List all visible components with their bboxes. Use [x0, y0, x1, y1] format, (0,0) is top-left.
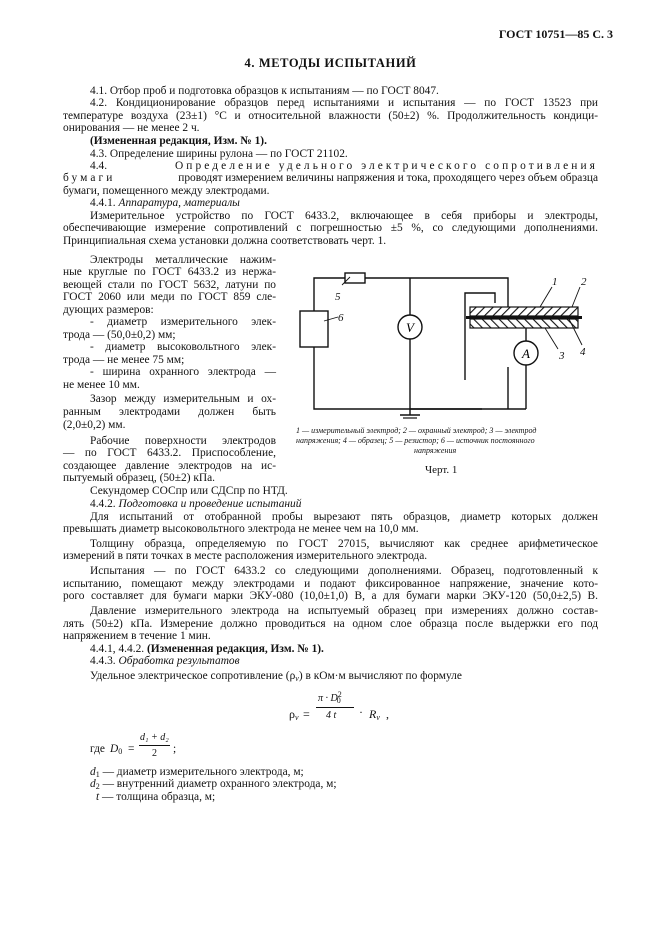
para-4-2-line2: температуре воздуха (23±1) °С и относительной влажности (50±2) %. Продолжительность кондици-	[63, 110, 598, 122]
device-line3: Принципиальная схема установки должна соответствовать черт. 1.	[63, 235, 387, 247]
formula-rho: ρ	[289, 707, 295, 721]
d0-sub: 0	[118, 747, 123, 756]
measuring-electrode	[470, 307, 578, 316]
surfaces-line: создающее давление электродов на ис-	[63, 460, 276, 472]
calc-intro-sub: v	[295, 674, 299, 683]
figure-caption-line1: 1 — измерительный электрод; 2 — охранный электрод; 3 — электрод	[296, 426, 537, 435]
amendment-note-1: (Измененная редакция, Изм. № 1).	[90, 135, 267, 147]
device-line1: Измерительное устройство по ГОСТ 6433.2, включающее в себя приборы и электроды,	[90, 210, 598, 222]
definition-t	[96, 791, 215, 804]
formula-r-sub: v	[376, 713, 380, 722]
stopwatch: Секундомер СОСпр или СДСпр по НТД.	[90, 485, 288, 497]
definition-sub: 1	[95, 770, 100, 779]
formula-rho-sub: v	[295, 713, 299, 722]
label-1: 1	[552, 276, 558, 288]
para-4-4-line3: бумаги, помещенного между электродами.	[63, 185, 270, 197]
gap-line: Зазор между измерительным и ох-	[90, 393, 276, 405]
para-4-3: 4.3. Определение ширины рулона — по ГОСТ 21102.	[90, 148, 348, 160]
prep-line2: превышать диаметр высоковольтного электрода не менее чем на 10,0 мм.	[63, 523, 419, 535]
formula-num-text: π · D	[318, 693, 338, 704]
formula-num-sub: 0	[336, 696, 341, 705]
subsection-4-4-1	[90, 197, 240, 210]
electrodes-line: веющей стали по ГОСТ 5632, латуни по	[63, 279, 276, 291]
label-6: 6	[338, 312, 344, 324]
d0-denominator: 2	[152, 748, 157, 759]
calc-intro-post: ) в кОм·м вычисляют по формуле	[298, 670, 462, 682]
section-title: 4. МЕТОДЫ ИСПЫТАНИЙ	[244, 56, 417, 70]
d0-fraction-bar	[139, 745, 170, 746]
prep-line1: Для испытаний от отобранной пробы вырезают пять образцов, диаметр которых должен	[90, 511, 598, 523]
figure-caption-line3: напряжения	[414, 446, 457, 455]
figure-title: Черт. 1	[425, 464, 458, 476]
para-4-4-spaced-title: Определение удельного электрического сопротивления	[174, 160, 598, 172]
subsection-4-4-3-num: 4.4.3.	[90, 655, 116, 667]
electrodes-line: дующих размеров:	[63, 304, 154, 316]
electrodes-line: - ширина охранного электрода —	[90, 366, 276, 378]
electrodes-line: трода — (50,0±0,2) мм;	[63, 329, 176, 341]
surfaces-line: — по ГОСТ 6433.2. Приспособление,	[63, 447, 276, 459]
definition-d2	[90, 778, 337, 791]
amendment-note-2-num: 4.4.1, 4.4.2.	[90, 643, 145, 655]
d0-numerator: d₁ + d₂	[140, 732, 169, 743]
para-4-1: 4.1. Отбор проб и подготовка образцов к испытаниям — по ГОСТ 8047.	[90, 85, 439, 97]
surfaces-line: пытуемый образец, (50±2) кПа.	[63, 472, 216, 484]
d0-symbol: D	[110, 743, 119, 755]
dc-source	[300, 311, 328, 347]
surfaces-line: Рабочие поверхности электродов	[90, 435, 276, 447]
tests-line2: испытанию, помещают между электродами и подают фиксированное напряжение, значение кото-	[63, 578, 598, 590]
resistor	[345, 273, 365, 283]
formula-eq: =	[303, 707, 310, 721]
formula-mul: ·	[359, 705, 363, 719]
electrodes-line: Электроды металлические нажим-	[90, 254, 276, 266]
label-3: 3	[559, 350, 565, 362]
formula-numerator	[318, 692, 341, 705]
para-4-2-line3: онирования — не менее 2 ч.	[63, 122, 200, 134]
electrodes-line: ные круглые по ГОСТ 6433.2 из нержа-	[63, 266, 276, 278]
voltage-electrode	[470, 319, 578, 328]
gap-line: ранным электродами должен быть	[63, 406, 276, 418]
definition-symbol: d	[90, 778, 96, 790]
electrodes-line: трода — не менее 75 мм;	[63, 354, 185, 366]
amendment-note-2-text: (Измененная редакция, Изм. № 1).	[146, 643, 324, 655]
para-4-4-spaced-word: бумаги	[63, 172, 116, 184]
formula-num-sup: 2	[337, 690, 342, 699]
pressure-line3: напряжением в течение 1 мин.	[63, 630, 211, 642]
label-5: 5	[335, 291, 341, 303]
subsection-4-4-1-title: Аппаратура, материалы	[118, 197, 240, 209]
formula-r: R	[369, 707, 377, 721]
where-word: где	[90, 743, 105, 755]
label-4: 4	[580, 346, 586, 358]
tests-line1: Испытания — по ГОСТ 6433.2 со следующими дополнениями. Образец, подготовленный к	[90, 565, 598, 577]
tests-line3: рого составляет для бумаги марки ЭКУ-080 (10,0±1,0) В, а для бумаги марки ЭКУ-120 (50,0±2,5) В.	[63, 590, 598, 602]
calc-intro	[90, 670, 462, 683]
electrodes-line: - диаметр высоковольтного элек-	[90, 341, 276, 353]
ammeter-symbol: A	[522, 346, 530, 361]
thick-line2: измерений в пяти точках в месте расположения измерительного электрода.	[63, 550, 428, 562]
definition-symbol: t	[96, 791, 100, 803]
wire-left	[314, 347, 482, 409]
para-4-2-line1: 4.2. Кондиционирование образцов перед испытаниями и испытания — по ГОСТ 13523 при	[90, 97, 598, 109]
voltmeter-symbol: V	[406, 320, 414, 335]
calc-intro-pre: Удельное электрическое сопротивление (ρ	[90, 670, 296, 682]
para-4-4-num: 4.4.	[90, 160, 108, 172]
gap-line: (2,0±0,2) мм.	[63, 419, 126, 431]
definition-text: — толщина образца, м;	[102, 791, 216, 803]
definition-text: — диаметр измерительного электрода, м;	[102, 766, 304, 778]
electrodes-line: - диаметр измерительного элек-	[90, 316, 276, 328]
thick-line1: Толщину образца, определяемую по ГОСТ 27015, вычисляют как среднее арифметическое	[90, 538, 598, 550]
pressure-line2: лять (50±2) кПа. Измерение должно проводиться на одном слое образца после выдержки его под	[63, 618, 598, 630]
formula-denominator: 4 t	[326, 710, 337, 721]
formula-fraction-bar	[316, 707, 354, 708]
definition-sub: 2	[95, 782, 100, 791]
para-4-4-line2	[63, 172, 598, 185]
formula-end: ,	[386, 707, 389, 721]
definition-text: — внутренний диаметр охранного электрода, м;	[102, 778, 337, 790]
subsection-4-4-1-num: 4.4.1.	[90, 197, 116, 209]
d0-end: ;	[173, 743, 177, 755]
wire-electrode-guard	[465, 293, 495, 380]
electrodes-line: ГОСТ 2060 или меди по ГОСТ 859 сле-	[63, 291, 276, 303]
subsection-4-4-3	[90, 655, 240, 668]
subsection-4-4-2-title: Подготовка и проведение испытаний	[118, 498, 302, 510]
pressure-line1: Давление измерительного электрода на испытуемый образец при измерениях должно состав-	[90, 605, 598, 617]
d0-eq: =	[128, 743, 135, 755]
circuit-diagram	[290, 255, 610, 420]
electrodes-line: не менее 10 мм.	[63, 379, 140, 391]
subsection-4-4-2-num: 4.4.2.	[90, 498, 116, 510]
para-4-4-rest: проводят измерением величины напряжения и тока, проходящего через объем образца	[178, 172, 598, 184]
running-header: ГОСТ 10751—85 С. 3	[498, 27, 613, 41]
figure-caption-line2: напряжения; 4 — образец; 5 — резистор; 6 — источник постоянного	[296, 436, 535, 445]
subsection-4-4-2	[90, 498, 301, 511]
subsection-4-4-3-title: Обработка результатов	[118, 655, 240, 667]
label-2: 2	[581, 276, 587, 288]
device-line2: обеспечивающие измерение сопротивлений с погрешностью ±5 %, со следующими дополнениями.	[63, 222, 598, 234]
definition-symbol: d	[90, 766, 96, 778]
